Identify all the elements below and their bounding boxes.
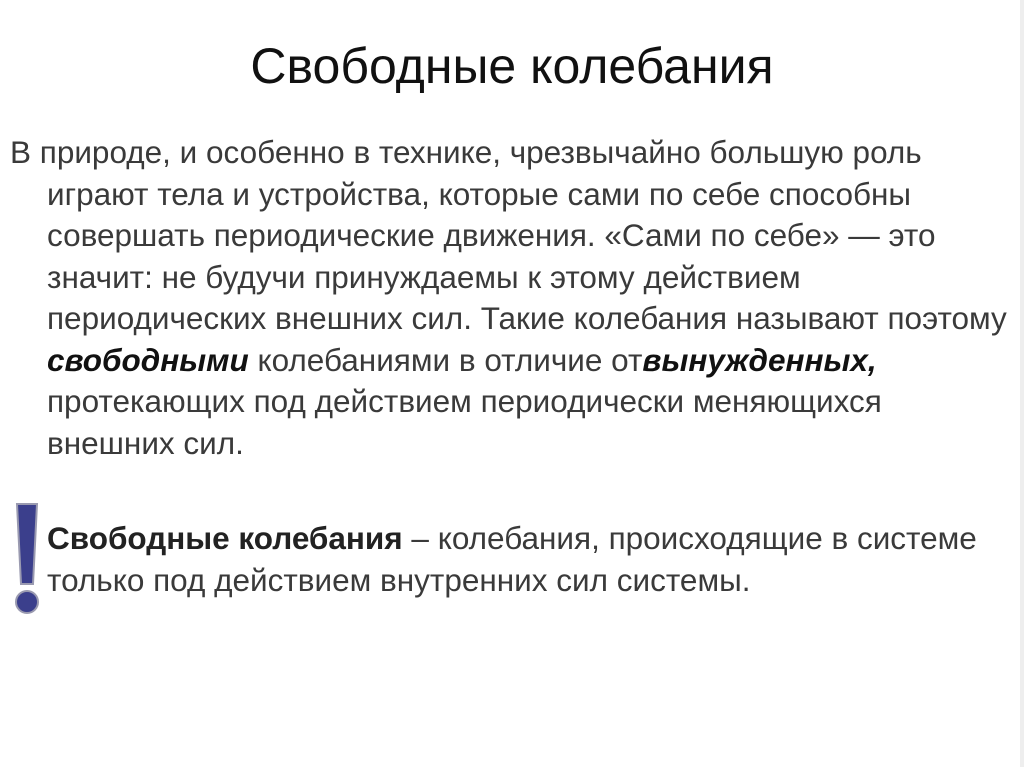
- emphasis-forced: вынужденных,: [642, 341, 877, 378]
- definition-text: – колебания, происходящие в системе только под действием внутренних сил системы.: [47, 520, 977, 598]
- paragraph-intro-middle: колебаниями в отличие от: [248, 341, 643, 378]
- emphasis-free: свободными: [47, 341, 249, 378]
- exclamation-icon: [9, 500, 45, 618]
- paragraph-intro-end: протекающих под действием периодически меняющихся внешних сил.: [47, 383, 882, 461]
- definition-term: Свободные колебания: [47, 520, 403, 556]
- paragraph-intro: [10, 132, 1010, 464]
- body-text: [10, 132, 1010, 464]
- slide-edge: [1020, 0, 1024, 767]
- slide-title: Свободные колебания: [250, 38, 774, 94]
- paragraph-intro-start: В природе, и особенно в технике, чрезвычайно большую роль играют тела и устройства, которые сами по себе способны совершать периодические движения. «Сами по себе» — это значит: не будучи принуждаемы к этому действием периодических внешних сил. Такие колебания называют поэтому: [10, 134, 1007, 336]
- definition-paragraph: [47, 518, 1007, 601]
